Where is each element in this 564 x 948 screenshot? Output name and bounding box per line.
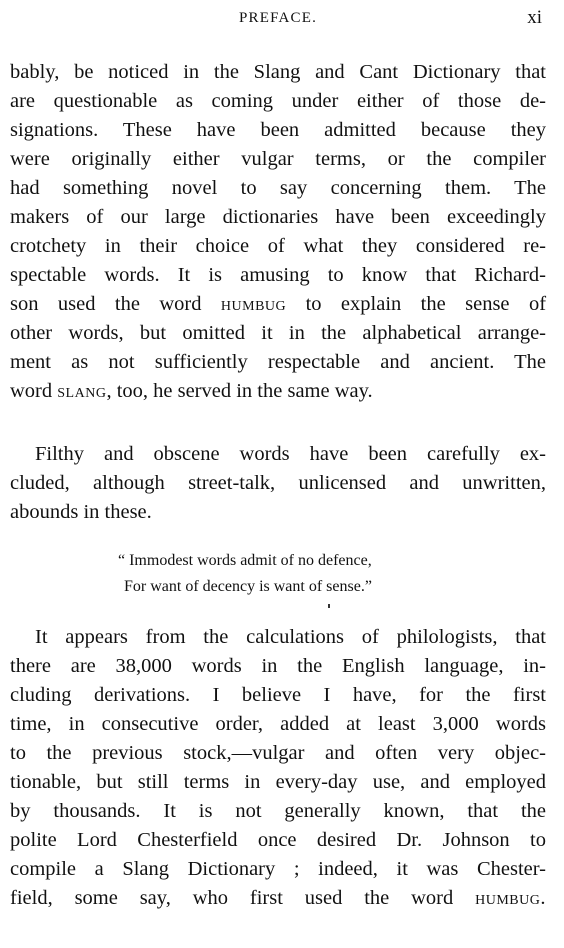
- text-line: signations. These have been admitted because they: [10, 119, 546, 141]
- text-line: Filthy and obscene words have been carefully ex-: [35, 443, 546, 465]
- text-line: makers of our large dictionaries have been exceedingly: [10, 206, 546, 228]
- text-fragment: , too, he served in the same way.: [106, 380, 373, 402]
- text-line: by thousands. It is not generally known, that the: [10, 800, 546, 822]
- paragraph-2: [10, 440, 546, 527]
- text-line: ment as not sufficiently respectable and ancient. The: [10, 351, 546, 373]
- text-line: cluded, although street-talk, unlicensed and unwritten,: [10, 472, 546, 494]
- verse-quotation: [10, 548, 546, 600]
- book-page: [10, 0, 546, 948]
- paragraph-1: [10, 58, 546, 406]
- text-line: compile a Slang Dictionary ; indeed, it was Chester-: [10, 858, 546, 880]
- text-line: [10, 884, 546, 913]
- text-fragment: word: [10, 380, 53, 402]
- text-line: It appears from the calculations of philologists, that: [35, 626, 546, 648]
- quote-line: “ Immodest words admit of no defence,: [118, 552, 372, 569]
- paragraph-3: [10, 623, 546, 913]
- text-line: to the previous stock,—vulgar and often very objec-: [10, 742, 546, 764]
- running-title: PREFACE.: [238, 10, 318, 26]
- quote-line: For want of decency is want of sense.”: [124, 578, 372, 595]
- text-line: tionable, but still terms in every-day use, and employed: [10, 771, 546, 793]
- text-fragment: son used the word: [10, 293, 202, 315]
- text-line: [10, 290, 546, 319]
- ink-speck: [328, 604, 330, 608]
- text-line: spectable words. It is amusing to know that Richard-: [10, 264, 546, 286]
- text-line: polite Lord Chesterfield once desired Dr. Johnson to: [10, 829, 546, 851]
- running-head: [10, 8, 546, 32]
- text-fragment: field, some say, who first used the word: [10, 887, 454, 909]
- text-line: time, in consecutive order, added at least 3,000 words: [10, 713, 546, 735]
- text-line: there are 38,000 words in the English language, in-: [10, 655, 546, 677]
- smallcaps-word-humbug: humbug.: [475, 887, 546, 909]
- text-line: bably, be noticed in the Slang and Cant Dictionary that: [10, 61, 546, 83]
- text-line: crotchety in their choice of what they considered re-: [10, 235, 546, 257]
- text-fragment: to explain the sense of: [305, 293, 547, 315]
- text-line: other words, but omitted it in the alphabetical arrange-: [10, 322, 546, 344]
- text-line: abounds in these.: [10, 501, 152, 523]
- text-line: [10, 377, 546, 406]
- smallcaps-word-humbug: humbug: [220, 293, 287, 315]
- smallcaps-word-slang: slang: [57, 380, 107, 402]
- text-line: were originally either vulgar terms, or the compiler: [10, 148, 546, 170]
- text-line: are questionable as coming under either of those de-: [10, 90, 546, 112]
- text-line: cluding derivations. I believe I have, for the first: [10, 684, 546, 706]
- text-line: had something novel to say concerning them. The: [10, 177, 546, 199]
- page-number: xi: [527, 7, 542, 28]
